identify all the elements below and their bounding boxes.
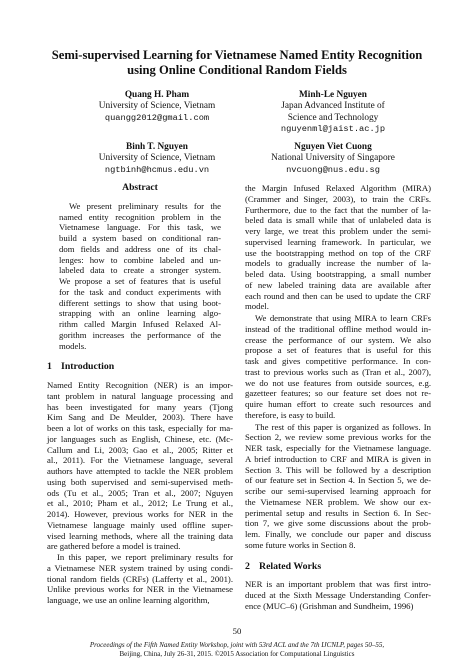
text-line: very large, we treat this problem under the semi- — [245, 226, 431, 236]
text-line: ence (MUC–6) (Grishman and Sundheim, 1996) — [245, 600, 414, 611]
author-email[interactable]: ngtbinh@hcmus.edu.vn — [104, 164, 210, 175]
author-email[interactable]: quangg2012@gmail.com — [104, 112, 210, 123]
text-line: trast to previous works such as (Tran et al., 2007), — [245, 366, 431, 377]
text-line: build a system based on conditional ran- — [59, 233, 221, 243]
text-line: NER task, especially for the Vietnamese language. — [245, 443, 431, 453]
text-line: scribe our semi-supervised learning approach for — [245, 486, 431, 496]
text-line: supervised learning framework. In particular, we — [245, 236, 431, 247]
text-line: dom fields and address one of its chal- — [59, 243, 221, 254]
author-affiliation: University of Science, Vietnam — [98, 101, 216, 112]
text-line: models to gradually increase the number of la- — [245, 258, 431, 269]
text-line: jor languages such as English, Chinese, etc. (Mc- — [47, 433, 233, 444]
footer-line: Proceedings of the Fifth Named Entity Workshop, joint with 53rd ACL and the 7th IJCNLP, pages 50–55, — [89, 641, 385, 649]
text-line: crease the performance of our system. We also — [245, 334, 431, 345]
text-line: In this paper, we report preliminary results for — [57, 552, 233, 562]
text-line: models. — [59, 340, 87, 351]
text-line: Unlike previous works for NER in the Vietnamese — [47, 584, 233, 595]
section-title: Related Works — [259, 560, 322, 572]
text-line: Section 3. This will be followed by a description — [245, 464, 431, 475]
text-line: We propose a set of features that is useful — [59, 276, 221, 286]
title-line: using Online Conditional Random Fields — [127, 63, 347, 77]
text-line: tional random fields (CRFs) (Lafferty et al., 2001). — [47, 573, 233, 584]
footer-line: Beijing, China, July 26-31, 2015. ©2015 Association for Computational Linguistics — [119, 649, 355, 658]
left-column — [47, 183, 233, 606]
author-affiliation: University of Science, Vietnam — [98, 153, 216, 164]
abstract-heading: Abstract — [122, 182, 158, 193]
text-line: for the task and conduct experiments with — [59, 286, 221, 297]
text-line: different settings to show that using boot- — [59, 297, 221, 308]
intro-paragraph-1 — [47, 380, 233, 552]
author-email[interactable]: nguyenml@jaist.ac.jp — [280, 124, 386, 135]
text-line: (Crammer and Singer, 2003), to train the CRFs. — [245, 193, 431, 204]
text-line: using both supervised and semi-supervised meth- — [47, 476, 233, 487]
author-name: Nguyen Viet Cuong — [294, 142, 372, 152]
text-line: The rest of this paper is organized as follows. In — [255, 421, 431, 432]
text-line: propose a set of features that is useful for this — [245, 345, 431, 356]
text-line: beled data is small while that of unlabeled data is — [245, 215, 431, 226]
author-affiliation: National University of Singapore — [271, 153, 395, 164]
author-block — [248, 142, 418, 176]
text-line: the Vietnamese NER problem. We show our ex- — [245, 496, 431, 507]
text-line: gazetteer features; so our feature set does not re- — [245, 388, 431, 399]
text-line: the Margin Infused Relaxed Algorithm (MIRA) — [245, 183, 431, 193]
author-block — [72, 142, 242, 176]
text-line: tion 7, we give some discussions about the prob- — [245, 518, 431, 529]
text-line: use the bootstrapping method on top of the CRF — [245, 247, 431, 258]
author-block — [72, 90, 242, 124]
text-line: labeled data to create a stronger system. — [59, 265, 221, 276]
text-line: has been investigated for many years (Tjong — [47, 401, 233, 412]
text-line: strapping with an online learning algo- — [59, 308, 221, 319]
text-line: named entity recognition problem in the — [59, 211, 221, 222]
text-line: Vietnamese language. For this task, we — [59, 222, 221, 233]
text-line: we do not use features from outside sources, e.g. — [245, 377, 431, 388]
author-affiliation: Japan Advanced Institute of — [281, 101, 385, 112]
author-block — [248, 90, 418, 136]
text-line: authors have attempted to tackle the NER problem — [47, 466, 233, 476]
text-line: beled data. Using bootstrapping, a small number — [245, 269, 431, 279]
text-line: Section 2, we review some previous works for the — [245, 432, 431, 443]
author-email[interactable]: nvcuong@nus.edu.sg — [286, 164, 380, 175]
text-line: language, we use an online learning algorithm, — [47, 595, 210, 605]
text-line: perimental setup and results in Section 6. In Sec- — [245, 507, 431, 518]
footer — [60, 641, 414, 658]
text-line: A brief introduction to CRF and MIRA is given in — [245, 453, 431, 464]
text-line: Kim Sang and De Meulder, 2003). There have — [47, 412, 233, 423]
text-line: We demonstrate that using MIRA to learn CRFs — [255, 313, 431, 323]
text-line: al., 2011). For the Vietnamese language, several — [47, 455, 233, 466]
paper-title — [40, 48, 434, 78]
text-line: NER is an important problem that was first intro- — [245, 579, 431, 590]
right-column — [245, 183, 431, 612]
text-line: Furthermore, due to the fact that the number of la- — [245, 204, 431, 215]
author-name: Minh-Le Nguyen — [299, 90, 367, 100]
intro-paragraph-2 — [47, 552, 233, 606]
text-line: tant problem in natural language processing and — [47, 390, 233, 401]
section-number: 1 — [47, 361, 52, 373]
text-line: gorithm increases the performance of the — [59, 329, 221, 340]
text-line: vised learning methods, where all the training data — [47, 530, 233, 541]
text-line: lenges: how to combine labeled and un- — [59, 254, 221, 265]
page-number: 50 — [232, 626, 242, 636]
text-line: of new labeled training data are available after — [245, 279, 431, 290]
text-line: Named Entity Recognition (NER) is an impor- — [47, 380, 233, 390]
text-line: Callum and Li, 2003; Gao et al., 2005; Ritter et — [47, 444, 233, 455]
section-title: Introduction — [61, 361, 115, 373]
text-line: been a lot of works on this task, especially for ma- — [47, 423, 233, 433]
text-line: et al., 2010; Pham et al., 2012; Le Trung et al., — [47, 498, 233, 509]
right-paragraph-3 — [245, 422, 431, 551]
text-line: instead of the traditional offline method would in- — [245, 323, 431, 334]
title-line: Semi-supervised Learning for Vietnamese Named Entity Recognition — [51, 48, 423, 62]
text-line: lem. Finally, we conclude our paper and discuss — [245, 529, 431, 539]
author-name: Quang H. Pham — [124, 90, 190, 100]
related-works-paragraph — [245, 579, 431, 611]
text-line: therefore, is easy to build. — [245, 409, 336, 420]
right-paragraph-2 — [245, 313, 431, 421]
text-line: each round and then can be used to update the CRF — [245, 290, 431, 301]
text-line: model. — [245, 301, 269, 312]
author-name: Binh T. Nguyen — [126, 142, 188, 152]
text-line: of our feature set in Section 4. In Section 5, we de- — [245, 475, 431, 486]
abstract-body — [47, 201, 233, 352]
text-line: quire human effort to create such resources and — [245, 399, 431, 409]
section-heading-introduction — [47, 362, 233, 373]
section-number: 2 — [245, 560, 250, 572]
text-line: rithm called Margin Infused Relaxed Al- — [59, 319, 221, 329]
section-heading-related-works — [245, 562, 431, 573]
text-line: are gathered before a model is trained. — [47, 541, 181, 552]
text-line: some future works in Section 8. — [245, 539, 356, 550]
text-line: We present preliminary results for the — [69, 200, 221, 211]
text-line: a Vietnamese NER system trained by using condi- — [47, 562, 233, 573]
author-affiliation: Science and Technology — [287, 112, 379, 123]
text-line: task and gives competitive performance. In con- — [245, 356, 431, 366]
text-line: 2014). However, previous works for NER in the — [47, 509, 233, 519]
text-line: Vietnamese language mainly used offline super- — [47, 519, 233, 530]
text-line: ods (Tu et al., 2005; Tran et al., 2007; Nguyen — [47, 487, 233, 498]
text-line: duced at the Sixth Message Understanding Confer- — [245, 590, 431, 600]
right-paragraph-1 — [245, 183, 431, 312]
